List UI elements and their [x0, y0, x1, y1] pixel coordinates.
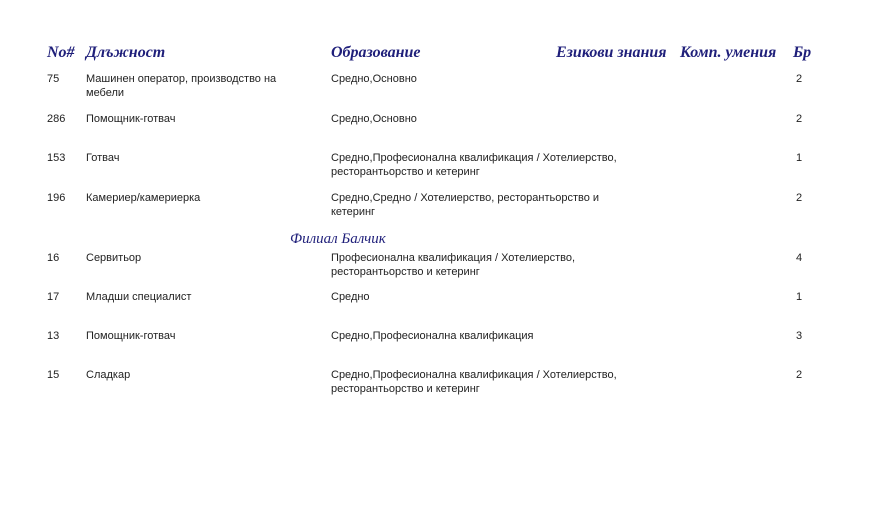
row-education: Средно,Професионална квалификация / Хотелиерство, ресторантьорство и кетеринг [331, 369, 617, 395]
row-count: 2 [796, 369, 803, 381]
row-position: Готвач [86, 152, 120, 164]
row-education: Средно,Основно [331, 73, 417, 85]
row-position: Машинен оператор, производство на мебели [86, 73, 277, 99]
row-number: 286 [47, 113, 66, 125]
row-position: Помощник-готвач [86, 330, 176, 342]
row-number: 196 [47, 192, 66, 204]
header-education: Образование [331, 44, 421, 61]
row-position: Младши специалист [86, 291, 192, 303]
row-number: 13 [47, 330, 60, 342]
row-position: Камериер/камериерка [86, 192, 201, 204]
row-count: 2 [796, 73, 803, 85]
header-no: No# [47, 44, 75, 61]
header-position: Длъжност [86, 44, 166, 61]
row-number: 153 [47, 152, 66, 164]
row-count: 2 [796, 113, 803, 125]
header-count: Бр [793, 44, 812, 61]
header-computer-skills: Комп. умения [680, 44, 777, 61]
row-count: 1 [796, 291, 803, 303]
row-count: 4 [796, 252, 803, 264]
row-position: Сервитьор [86, 252, 142, 264]
row-education: Средно,Професионална квалификация [331, 330, 534, 342]
branch-title: Филиал Балчик [290, 231, 386, 247]
row-education: Средно [331, 291, 370, 303]
row-education: Средно,Професионална квалификация / Хотелиерство, ресторантьорство и кетеринг [331, 152, 617, 178]
row-count: 3 [796, 330, 803, 342]
row-number: 16 [47, 252, 60, 264]
row-education: Средно,Средно / Хотелиерство, ресторантьорство и кетеринг [331, 192, 600, 218]
row-number: 17 [47, 291, 60, 303]
row-education: Средно,Основно [331, 113, 417, 125]
row-count: 1 [796, 152, 803, 164]
row-number: 15 [47, 369, 60, 381]
row-number: 75 [47, 73, 60, 85]
row-position: Сладкар [86, 369, 131, 381]
row-count: 2 [796, 192, 803, 204]
row-education: Професионална квалификация / Хотелиерство, ресторантьорство и кетеринг [331, 252, 576, 278]
header-languages: Езикови знания [556, 44, 667, 61]
row-position: Помощник-готвач [86, 113, 176, 125]
